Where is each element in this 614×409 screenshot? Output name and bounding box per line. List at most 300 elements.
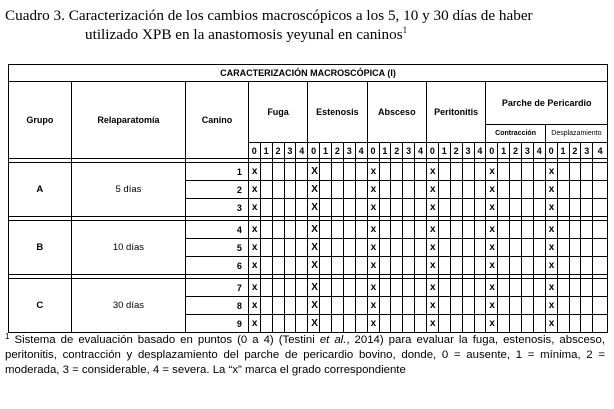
grade-mark: x: [486, 181, 498, 199]
grade-cell: [320, 221, 332, 239]
grade-cell: [593, 257, 608, 275]
scale-header-cell: 1: [438, 143, 450, 159]
grade-cell: [415, 163, 427, 181]
grade-cell: [510, 221, 522, 239]
grade-cell: [474, 279, 486, 297]
grade-cell: [581, 181, 593, 199]
grade-cell: [355, 297, 367, 315]
grade-cell: [438, 297, 450, 315]
grade-cell: [593, 181, 608, 199]
scale-header-cell: 4: [533, 143, 545, 159]
grade-mark: x: [248, 315, 260, 333]
grade-cell: [379, 163, 391, 181]
grade-mark: X: [308, 221, 320, 239]
grade-cell: [593, 199, 608, 217]
grade-cell: [462, 199, 474, 217]
grade-cell: [510, 163, 522, 181]
grade-cell: [557, 315, 569, 333]
grade-cell: [296, 221, 308, 239]
grade-cell: [379, 199, 391, 217]
grade-cell: [320, 163, 332, 181]
scale-header-cell: 3: [343, 143, 355, 159]
grade-cell: [284, 163, 296, 181]
grade-cell: [403, 181, 415, 199]
grade-cell: [462, 297, 474, 315]
canino-number: 4: [186, 221, 249, 239]
grade-mark: x: [427, 181, 439, 199]
grade-mark: x: [367, 239, 379, 257]
grade-cell: [450, 257, 462, 275]
grade-cell: [593, 315, 608, 333]
grade-cell: [450, 315, 462, 333]
grade-cell: [332, 297, 344, 315]
grade-cell: [343, 221, 355, 239]
grade-mark: x: [367, 163, 379, 181]
grade-cell: [593, 163, 608, 181]
caption-line-1: Caracterización de los cambios macroscópicos a los 5, 10 y 30 días de haber: [68, 7, 533, 24]
grade-cell: [510, 181, 522, 199]
scale-header-cell: 3: [581, 143, 593, 159]
grade-mark: x: [367, 257, 379, 275]
grade-cell: [474, 181, 486, 199]
grade-cell: [296, 297, 308, 315]
header-fuga: Fuga: [248, 82, 307, 143]
grade-cell: [569, 163, 581, 181]
grade-cell: [272, 199, 284, 217]
grade-mark: X: [308, 239, 320, 257]
grade-cell: [510, 315, 522, 333]
group-label: A: [9, 163, 72, 217]
grade-cell: [593, 279, 608, 297]
grade-cell: [462, 221, 474, 239]
scale-header-cell: 3: [403, 143, 415, 159]
grade-cell: [569, 239, 581, 257]
header-grupo: Grupo: [9, 82, 72, 159]
grade-cell: [272, 257, 284, 275]
header-contraccion: Contracción: [486, 125, 545, 143]
grade-cell: [320, 181, 332, 199]
grade-cell: [533, 297, 545, 315]
grade-cell: [332, 163, 344, 181]
grade-cell: [260, 315, 272, 333]
header-desplazamiento: Desplazamiento: [545, 125, 607, 143]
grade-cell: [498, 181, 510, 199]
grade-cell: [296, 163, 308, 181]
grade-cell: [355, 239, 367, 257]
grade-cell: [474, 239, 486, 257]
grade-cell: [260, 199, 272, 217]
grade-cell: [391, 163, 403, 181]
grade-cell: [415, 221, 427, 239]
grade-cell: [462, 163, 474, 181]
grade-cell: [355, 163, 367, 181]
grade-cell: [450, 279, 462, 297]
grade-cell: [355, 221, 367, 239]
grade-mark: x: [486, 315, 498, 333]
grade-cell: [272, 181, 284, 199]
scale-header-cell: 3: [522, 143, 534, 159]
grade-mark: x: [427, 221, 439, 239]
grade-mark: X: [308, 199, 320, 217]
grade-cell: [581, 257, 593, 275]
grade-cell: [260, 163, 272, 181]
canino-number: 9: [186, 315, 249, 333]
grade-mark: x: [248, 163, 260, 181]
grade-mark: x: [427, 199, 439, 217]
grade-cell: [510, 239, 522, 257]
grade-cell: [391, 315, 403, 333]
grade-cell: [320, 279, 332, 297]
grade-cell: [355, 181, 367, 199]
scale-header-cell: 0: [248, 143, 260, 159]
grade-cell: [498, 257, 510, 275]
grade-cell: [272, 221, 284, 239]
grade-mark: x: [545, 239, 557, 257]
grade-mark: x: [367, 297, 379, 315]
grade-cell: [462, 181, 474, 199]
grade-cell: [557, 181, 569, 199]
relaparatomia-value: 10 días: [71, 221, 186, 275]
grade-cell: [332, 199, 344, 217]
grade-cell: [379, 181, 391, 199]
grade-mark: x: [545, 315, 557, 333]
relaparatomia-value: 30 días: [71, 279, 186, 333]
grade-mark: x: [545, 297, 557, 315]
grade-mark: x: [427, 315, 439, 333]
grade-cell: [343, 199, 355, 217]
grade-cell: [438, 279, 450, 297]
grade-cell: [510, 257, 522, 275]
grade-cell: [379, 279, 391, 297]
grade-cell: [403, 239, 415, 257]
grade-cell: [391, 297, 403, 315]
grade-cell: [498, 279, 510, 297]
grade-cell: [498, 221, 510, 239]
grade-cell: [403, 297, 415, 315]
scale-header-cell: 1: [379, 143, 391, 159]
canino-number: 3: [186, 199, 249, 217]
scale-header-cell: 0: [486, 143, 498, 159]
grade-mark: x: [486, 279, 498, 297]
grade-cell: [403, 163, 415, 181]
grade-cell: [581, 163, 593, 181]
grade-cell: [533, 221, 545, 239]
grade-mark: x: [545, 221, 557, 239]
grade-cell: [522, 297, 534, 315]
grade-mark: x: [248, 221, 260, 239]
grade-cell: [498, 297, 510, 315]
grade-cell: [320, 199, 332, 217]
grade-cell: [379, 315, 391, 333]
header-relaparatomia: Relaparatomía: [71, 82, 186, 159]
grade-cell: [296, 279, 308, 297]
scale-header-cell: 2: [510, 143, 522, 159]
grade-cell: [379, 297, 391, 315]
scale-header-cell: 2: [569, 143, 581, 159]
grade-cell: [557, 257, 569, 275]
grade-cell: [355, 315, 367, 333]
grade-cell: [343, 297, 355, 315]
grade-cell: [343, 163, 355, 181]
grade-mark: X: [308, 315, 320, 333]
grade-cell: [557, 221, 569, 239]
grade-mark: x: [248, 199, 260, 217]
canino-number: 2: [186, 181, 249, 199]
grade-mark: x: [545, 199, 557, 217]
grade-cell: [415, 279, 427, 297]
scale-header-cell: 4: [415, 143, 427, 159]
scale-header-cell: 1: [557, 143, 569, 159]
relaparatomia-value: 5 días: [71, 163, 186, 217]
grade-mark: x: [486, 163, 498, 181]
grade-cell: [474, 297, 486, 315]
grade-cell: [498, 199, 510, 217]
grade-cell: [522, 163, 534, 181]
grade-mark: x: [486, 257, 498, 275]
caption-superscript: 1: [402, 25, 408, 35]
grade-cell: [557, 297, 569, 315]
grade-mark: X: [308, 181, 320, 199]
grade-cell: [343, 279, 355, 297]
grade-cell: [438, 257, 450, 275]
grade-cell: [332, 279, 344, 297]
grade-cell: [296, 257, 308, 275]
grade-cell: [533, 279, 545, 297]
grade-cell: [355, 279, 367, 297]
scale-header-cell: 2: [272, 143, 284, 159]
scale-header-cell: 0: [545, 143, 557, 159]
grade-mark: x: [367, 315, 379, 333]
grade-cell: [296, 239, 308, 257]
grade-cell: [498, 163, 510, 181]
grade-mark: X: [308, 257, 320, 275]
grade-cell: [438, 239, 450, 257]
grade-cell: [462, 315, 474, 333]
grade-cell: [391, 279, 403, 297]
scale-header-cell: 0: [308, 143, 320, 159]
table-row: [9, 279, 608, 297]
grade-cell: [403, 279, 415, 297]
grade-cell: [284, 199, 296, 217]
grade-mark: x: [427, 257, 439, 275]
scale-header-cell: 4: [355, 143, 367, 159]
grade-cell: [593, 221, 608, 239]
grade-mark: x: [427, 279, 439, 297]
grade-cell: [379, 257, 391, 275]
grade-cell: [272, 315, 284, 333]
caption-line-2: utilizado XPB en la anastomosis yeyunal en caninos: [85, 26, 403, 43]
grade-cell: [522, 181, 534, 199]
grade-mark: x: [367, 221, 379, 239]
grade-cell: [320, 315, 332, 333]
scale-header-cell: 3: [462, 143, 474, 159]
grade-cell: [522, 279, 534, 297]
grade-cell: [403, 199, 415, 217]
scale-header-cell: 1: [320, 143, 332, 159]
grade-cell: [581, 221, 593, 239]
caption-label: Cuadro 3.: [5, 7, 65, 24]
scale-header-cell: 4: [296, 143, 308, 159]
scale-header-cell: 0: [367, 143, 379, 159]
grade-cell: [569, 181, 581, 199]
grade-cell: [355, 257, 367, 275]
grade-cell: [332, 315, 344, 333]
grade-cell: [260, 221, 272, 239]
canino-number: 8: [186, 297, 249, 315]
grade-cell: [284, 315, 296, 333]
header-peritonitis: Peritonitis: [427, 82, 486, 143]
grade-cell: [415, 257, 427, 275]
grade-mark: x: [248, 239, 260, 257]
header-canino: Canino: [186, 82, 249, 159]
grade-cell: [569, 279, 581, 297]
footnote: [5, 333, 605, 378]
grade-cell: [510, 297, 522, 315]
grade-cell: [391, 181, 403, 199]
grade-cell: [320, 257, 332, 275]
grade-cell: [403, 221, 415, 239]
grade-mark: x: [367, 181, 379, 199]
grade-mark: x: [545, 279, 557, 297]
group-label: C: [9, 279, 72, 333]
grade-mark: x: [486, 199, 498, 217]
grade-cell: [284, 257, 296, 275]
grade-cell: [569, 297, 581, 315]
grade-cell: [391, 257, 403, 275]
grade-cell: [569, 199, 581, 217]
grade-cell: [450, 297, 462, 315]
grade-cell: [581, 279, 593, 297]
grade-mark: x: [427, 163, 439, 181]
grade-cell: [379, 239, 391, 257]
grade-cell: [581, 297, 593, 315]
grade-cell: [474, 257, 486, 275]
grade-cell: [296, 315, 308, 333]
grade-cell: [569, 257, 581, 275]
grade-mark: X: [308, 279, 320, 297]
grade-cell: [284, 181, 296, 199]
grade-cell: [379, 221, 391, 239]
grade-cell: [438, 315, 450, 333]
scale-header-cell: 2: [450, 143, 462, 159]
scale-header-cell: 2: [332, 143, 344, 159]
grade-cell: [391, 239, 403, 257]
grade-cell: [510, 199, 522, 217]
scale-header-cell: 4: [593, 143, 608, 159]
grade-cell: [557, 163, 569, 181]
grade-cell: [391, 199, 403, 217]
grade-mark: x: [545, 257, 557, 275]
grade-cell: [581, 199, 593, 217]
grade-cell: [593, 297, 608, 315]
table-row: [9, 163, 608, 181]
grade-cell: [474, 315, 486, 333]
grade-cell: [284, 279, 296, 297]
grade-cell: [320, 239, 332, 257]
grade-mark: x: [367, 199, 379, 217]
grade-cell: [533, 181, 545, 199]
canino-number: 5: [186, 239, 249, 257]
scale-header-cell: 4: [474, 143, 486, 159]
grade-cell: [260, 279, 272, 297]
grade-mark: x: [545, 181, 557, 199]
grade-mark: x: [486, 297, 498, 315]
grade-cell: [415, 239, 427, 257]
grade-cell: [581, 239, 593, 257]
grade-cell: [272, 239, 284, 257]
grade-cell: [438, 199, 450, 217]
grade-cell: [557, 239, 569, 257]
grade-mark: x: [486, 221, 498, 239]
grade-cell: [462, 257, 474, 275]
table-caption: [5, 6, 611, 44]
canino-number: 1: [186, 163, 249, 181]
grade-cell: [343, 181, 355, 199]
grade-cell: [260, 239, 272, 257]
scale-header-cell: 1: [498, 143, 510, 159]
grade-cell: [332, 257, 344, 275]
grade-mark: x: [248, 257, 260, 275]
grade-cell: [533, 199, 545, 217]
grade-mark: x: [427, 239, 439, 257]
grade-cell: [450, 163, 462, 181]
table-title: CARACTERIZACIÓN MACROSCÓPICA (I): [9, 65, 608, 82]
grade-cell: [593, 239, 608, 257]
grade-cell: [343, 239, 355, 257]
scale-header-cell: 1: [260, 143, 272, 159]
grade-cell: [438, 221, 450, 239]
grade-cell: [474, 199, 486, 217]
grade-cell: [510, 279, 522, 297]
grade-cell: [415, 181, 427, 199]
grade-cell: [569, 221, 581, 239]
grade-cell: [343, 257, 355, 275]
grade-mark: X: [308, 297, 320, 315]
grade-cell: [260, 257, 272, 275]
grade-cell: [569, 315, 581, 333]
grade-cell: [284, 239, 296, 257]
grade-cell: [498, 239, 510, 257]
grade-cell: [438, 181, 450, 199]
grade-cell: [260, 181, 272, 199]
footnote-superscript: 1: [5, 332, 10, 341]
grade-mark: x: [367, 279, 379, 297]
table-row: [9, 221, 608, 239]
grade-cell: [533, 239, 545, 257]
grade-cell: [462, 279, 474, 297]
grade-cell: [415, 297, 427, 315]
grade-cell: [533, 315, 545, 333]
footnote-italic: et al.: [319, 334, 347, 346]
grade-mark: x: [248, 181, 260, 199]
grade-cell: [355, 199, 367, 217]
grade-cell: [296, 199, 308, 217]
grade-mark: x: [427, 297, 439, 315]
grade-cell: [450, 199, 462, 217]
grade-mark: x: [248, 279, 260, 297]
grade-cell: [522, 199, 534, 217]
header-parche: Parche de Pericardio: [486, 82, 608, 125]
grade-cell: [332, 221, 344, 239]
grade-cell: [272, 279, 284, 297]
grade-cell: [522, 239, 534, 257]
grade-mark: x: [248, 297, 260, 315]
grade-cell: [260, 297, 272, 315]
grade-cell: [462, 239, 474, 257]
grade-cell: [284, 221, 296, 239]
header-estenosis: Estenosis: [308, 82, 367, 143]
grade-cell: [272, 297, 284, 315]
